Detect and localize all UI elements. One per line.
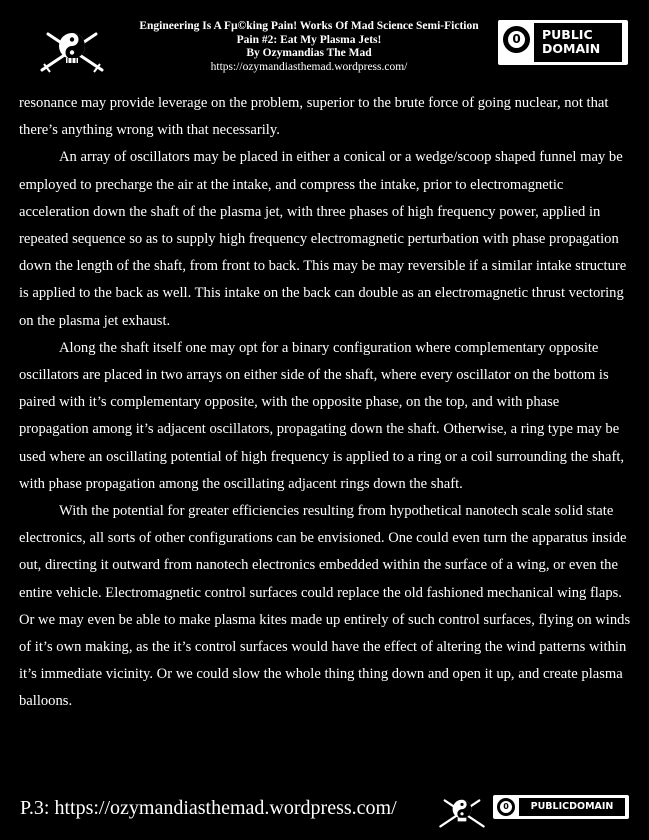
document-body xyxy=(19,90,631,716)
header-url[interactable]: https://ozymandiasthemad.wordpress.com/ xyxy=(210,60,408,73)
page-header xyxy=(0,0,649,90)
public-domain-line2: DOMAIN xyxy=(542,41,601,56)
page-footer xyxy=(0,785,649,835)
public-domain-line1: PUBLIC xyxy=(542,27,593,42)
paragraph: With the potential for greater efficiencies resulting from hypothetical nanotech scale solid state electronics, all sorts of other configurations can be envisioned. One could even turn the apparatus inside out, directing it outward from nanotech electronics embedded within the surface of a wing, or even the entire vehicle. Electromagnetic control surfaces could replace the old fashioned mechanical wing flaps. Or we may even be able to make plasma kites made up entirely of such control surfaces, flying on winds of it’s own making, as the it’s control surfaces would have the effect of altering the wind patterns within it’s immediate vicinity. Or we could slow the whole thing thing down and open it up, and create plasma balloons. xyxy=(19,503,631,710)
public-domain-label: PUBLICDOMAIN xyxy=(519,798,625,816)
yin-yang-skull-crossed-swords-icon xyxy=(436,793,488,831)
header-title: Engineering Is A Fµ©king Pain! Works Of Mad Science Semi-Fiction xyxy=(139,20,479,32)
public-domain-badge-small xyxy=(493,795,629,819)
paragraph: Along the shaft itself one may opt for a binary configuration where complementary opposite oscillators are placed in two arrays on either side of the shaft, where every oscillator on the bottom is paired with it’s complementary opposite, with the opposite phase, on the top, and with phase propagation among it’s adjacent oscillators, propagating down the shaft. Otherwise, a ring type may be used where an oscillating potential of high frequency is applied to a ring or a coil surrounding the shaft, with phase propagation among the oscillating adjacent rings down the shaft. xyxy=(19,339,625,492)
header-author: By Ozymandias The Mad xyxy=(246,47,372,59)
public-domain-badge xyxy=(498,20,628,65)
public-domain-label xyxy=(534,23,622,62)
public-domain-icon: 0 xyxy=(497,798,515,816)
public-domain-icon: 0 xyxy=(503,26,530,53)
yin-yang-skull-crossed-swords-icon xyxy=(36,24,108,76)
page-number-url[interactable]: P.3: https://ozymandiasthemad.wordpress.com/ xyxy=(20,797,397,819)
paragraph: resonance may provide leverage on the problem, superior to the brute force of going nuclear, not that there’s anything wrong with that necessarily. xyxy=(19,95,609,139)
header-title-block xyxy=(128,20,490,74)
paragraph: An array of oscillators may be placed in either a conical or a wedge/scoop shaped funnel may be employed to precharge the air at the intake, and compress the intake, prior to electromagnetic acceleration down the shaft of the plasma jet, with three phases of high frequency power, applied in repeated sequence so as to supply high frequency electromagnetic perturbation with phase propagation down the length of the shaft, from front to back. This may be may reversible if a similar intake structure is applied to the back as well. This intake on the back can double as an electromagnetic thrust vectoring on the plasma jet exhaust. xyxy=(19,149,627,329)
header-subtitle: Pain #2: Eat My Plasma Jets! xyxy=(236,33,382,46)
